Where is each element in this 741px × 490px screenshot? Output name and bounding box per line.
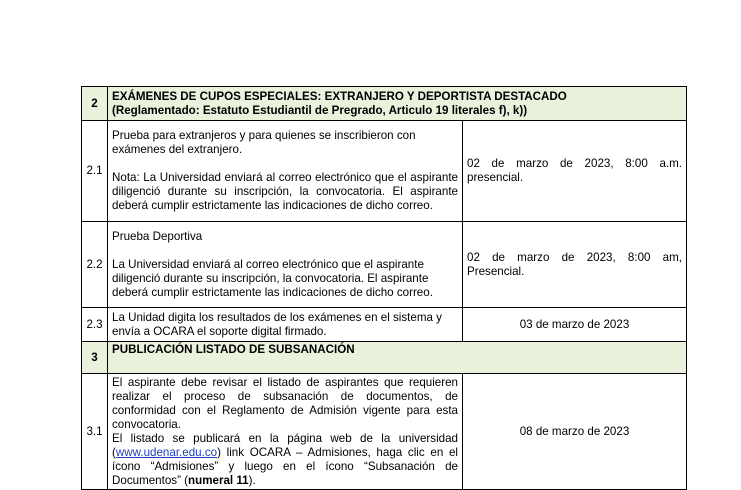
table-row: [82, 374, 687, 490]
schedule-table: [81, 86, 687, 490]
section-number: 3: [82, 342, 108, 374]
section-number: 2: [82, 87, 108, 121]
row-number: 2.3: [82, 308, 108, 342]
row-description: [108, 222, 463, 308]
text-before-link: El listado se publicará en la página web de la universidad (: [112, 431, 458, 459]
row-number: 2.2: [82, 222, 108, 308]
description-note: La Universidad enviará al correo electrónico que el aspirante diligenció durante su inscripción, la convocatoria. El aspirante deberá cumplir estrictamente las indicaciones de dicho correo.: [112, 257, 433, 299]
row-description: [108, 121, 463, 222]
row-description: [108, 374, 463, 490]
description-note: Nota: La Universidad enviará al correo electrónico que el aspirante diligenció durante su inscripción, la convocatoria. El aspirante deberá cumplir estrictamente las indicaciones de dicho correo.: [112, 171, 458, 212]
row-date: 03 de marzo de 2023: [463, 308, 687, 342]
table-row: [82, 222, 687, 308]
section-title-line1: EXÁMENES DE CUPOS ESPECIALES: EXTRANJERO Y DEPORTISTA DESTACADO: [112, 89, 567, 103]
row-date: 08 de marzo de 2023: [463, 374, 687, 490]
row-number: 2.1: [82, 121, 108, 222]
row-date: 02 de marzo de 2023, 8:00 am, Presencial.: [463, 222, 687, 308]
description-link-paragraph: [112, 432, 458, 488]
row-date: 02 de marzo de 2023, 8:00 a.m. presencial.: [463, 121, 687, 222]
section-title-line2: (Reglamentado: Estatuto Estudiantil de Pregrado, Articulo 19 literales f), k)): [112, 103, 528, 117]
description-paragraph: Prueba para extranjeros y para quienes se inscribieron con exámenes del extranjero.: [112, 129, 416, 156]
description-paragraph: Prueba Deportiva: [112, 229, 203, 243]
description-paragraph: El aspirante debe revisar el listado de aspirantes que requieren realizar el proceso de subsanación de documentos, de conformidad con el Reglamento de Admisión vigente para esta convocatoria.: [112, 375, 458, 431]
section-3-header-row: [82, 342, 687, 374]
section-title: [108, 87, 687, 121]
table-row: [82, 308, 687, 342]
row-number: 3.1: [82, 374, 108, 490]
udenar-website-link[interactable]: www.udenar.edu.co: [115, 445, 218, 459]
text-after-link: ) link OCARA – Admisiones, haga clic en el ícono “Admisiones” y luego en el ícono “Subsanación de Documentos” (: [112, 445, 458, 487]
text-end: ).: [248, 473, 256, 487]
table-row: [82, 121, 687, 222]
row-description: La Unidad digita los resultados de los exámenes en el sistema y envía a OCARA el soporte digital firmado.: [108, 308, 463, 342]
numeral-reference: numeral 11: [188, 473, 249, 487]
section-2-header-row: [82, 87, 687, 121]
section-title: PUBLICACIÓN LISTADO DE SUBSANACIÓN: [108, 342, 687, 374]
